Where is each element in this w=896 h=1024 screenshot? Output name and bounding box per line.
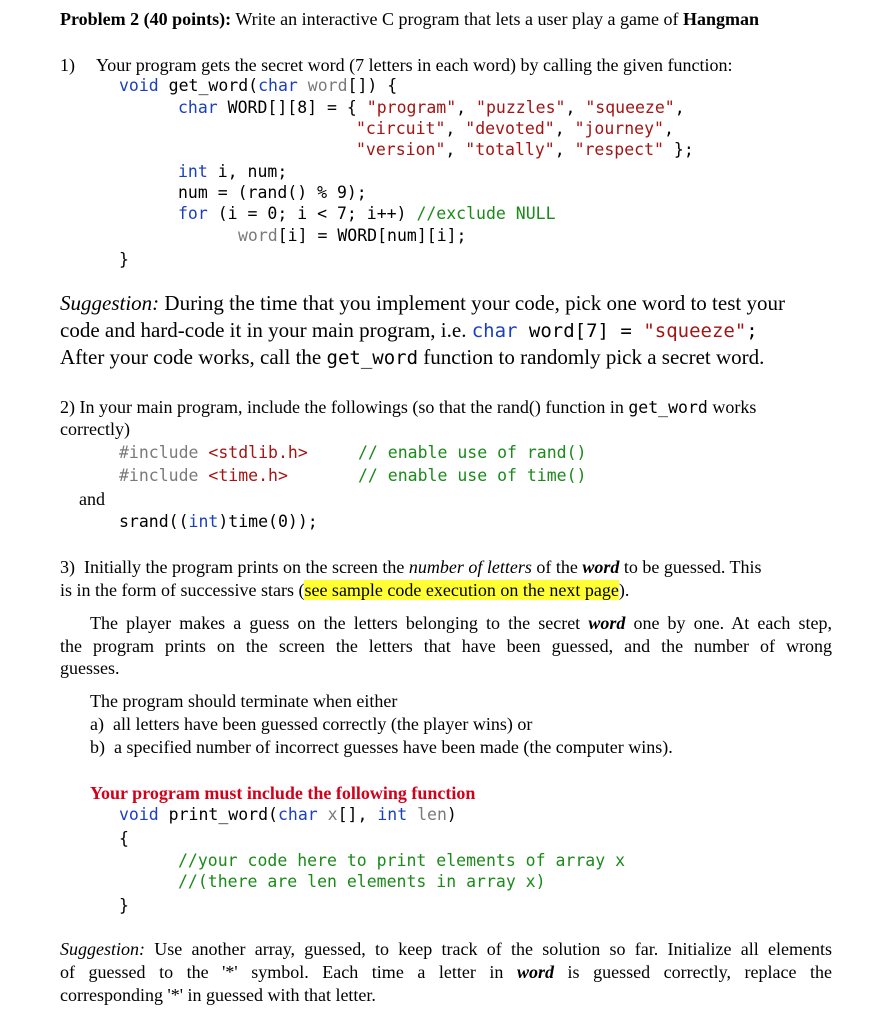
problem-heading bbox=[60, 8, 759, 31]
problem-game: Hangman bbox=[682, 9, 759, 29]
code-line-7: for (i = 0; i < 7; i++) //exclude NULL bbox=[178, 204, 556, 223]
srand-call: srand((int)time(0)); bbox=[119, 512, 318, 531]
part3-para2-line3: guesses. bbox=[60, 658, 120, 678]
include-stdlib-comment: // enable use of rand() bbox=[358, 443, 587, 462]
code-line-8: word[i] = WORD[num][i]; bbox=[238, 226, 467, 245]
part3-para2-line2: the program prints on the screen the letters that have been guessed, and the number of wrong bbox=[60, 636, 832, 656]
code-line-4: "version", "totally", "respect" }; bbox=[356, 140, 694, 159]
include-stdlib: #include <stdlib.h> bbox=[119, 443, 308, 462]
suggestion2-line2: of guessed to the '*' symbol. Each time a letter in word is guessed correctly, replace the bbox=[60, 962, 832, 982]
code-line-5: int i, num; bbox=[178, 162, 288, 181]
part2-line2: correctly) bbox=[60, 419, 130, 439]
part2-and: and bbox=[79, 489, 105, 509]
print-word-comment-1: //your code here to print elements of array x bbox=[178, 851, 626, 870]
suggestion2-line3: corresponding '*' in guessed with that letter. bbox=[60, 985, 376, 1005]
part2-line1: 2) In your main program, include the followings (so that the rand() function in get_word works bbox=[60, 397, 757, 417]
part3-line1: 3) Initially the program prints on the screen the number of letters of the word to be guessed. This bbox=[60, 557, 762, 577]
suggestion-label: Suggestion: bbox=[60, 291, 160, 315]
part3-line2: is in the form of successive stars (see sample code execution on the next page). bbox=[60, 580, 630, 600]
code-close-brace: } bbox=[119, 250, 129, 269]
code-line-1: void get_word(char word[]) { bbox=[119, 76, 398, 95]
suggestion1-line3: After your code works, call the get_word function to randomly pick a secret word. bbox=[60, 345, 765, 369]
problem-title: Problem 2 (40 points): bbox=[60, 9, 232, 29]
print-word-signature: void print_word(char x[], int len) bbox=[119, 805, 457, 824]
print-word-comment-2: //(there are len elements in array x) bbox=[178, 872, 546, 891]
print-word-close-brace: } bbox=[119, 896, 129, 915]
termination-intro: The program should terminate when either bbox=[90, 691, 398, 711]
code-line-3: "circuit", "devoted", "journey", bbox=[356, 119, 674, 138]
termination-b: b) a specified number of incorrect guesses have been made (the computer wins). bbox=[90, 737, 673, 757]
part3-para2-line1: The player makes a guess on the letters belonging to the secret word one by one. At each step, bbox=[90, 613, 833, 633]
part1-number: 1) bbox=[60, 55, 75, 75]
include-time-comment: // enable use of time() bbox=[358, 466, 587, 485]
code-line-2: char WORD[][8] = { "program", "puzzles", "squeeze", bbox=[178, 98, 685, 117]
suggestion1-line2: code and hard-code it in your main program, i.e. char word[7] = "squeeze"; bbox=[60, 318, 758, 342]
print-word-open-brace: { bbox=[119, 829, 129, 848]
suggestion2-line1: Suggestion: Use another array, guessed, to keep track of the solution so far. Initialize all elements bbox=[60, 939, 832, 959]
code-line-6: num = (rand() % 9); bbox=[178, 183, 367, 202]
sample-execution-highlight: see sample code execution on the next page bbox=[304, 580, 619, 600]
suggestion1-line1: Suggestion: During the time that you implement your code, pick one word to test your bbox=[60, 291, 785, 315]
part1-text: Your program gets the secret word (7 letters in each word) by calling the given function: bbox=[96, 55, 733, 75]
include-time: #include <time.h> bbox=[119, 466, 288, 485]
problem-intro: Write an interactive C program that lets a user play a game of bbox=[231, 9, 683, 29]
required-function-heading: Your program must include the following function bbox=[90, 783, 476, 803]
termination-a: a) all letters have been guessed correctly (the player wins) or bbox=[90, 714, 533, 734]
